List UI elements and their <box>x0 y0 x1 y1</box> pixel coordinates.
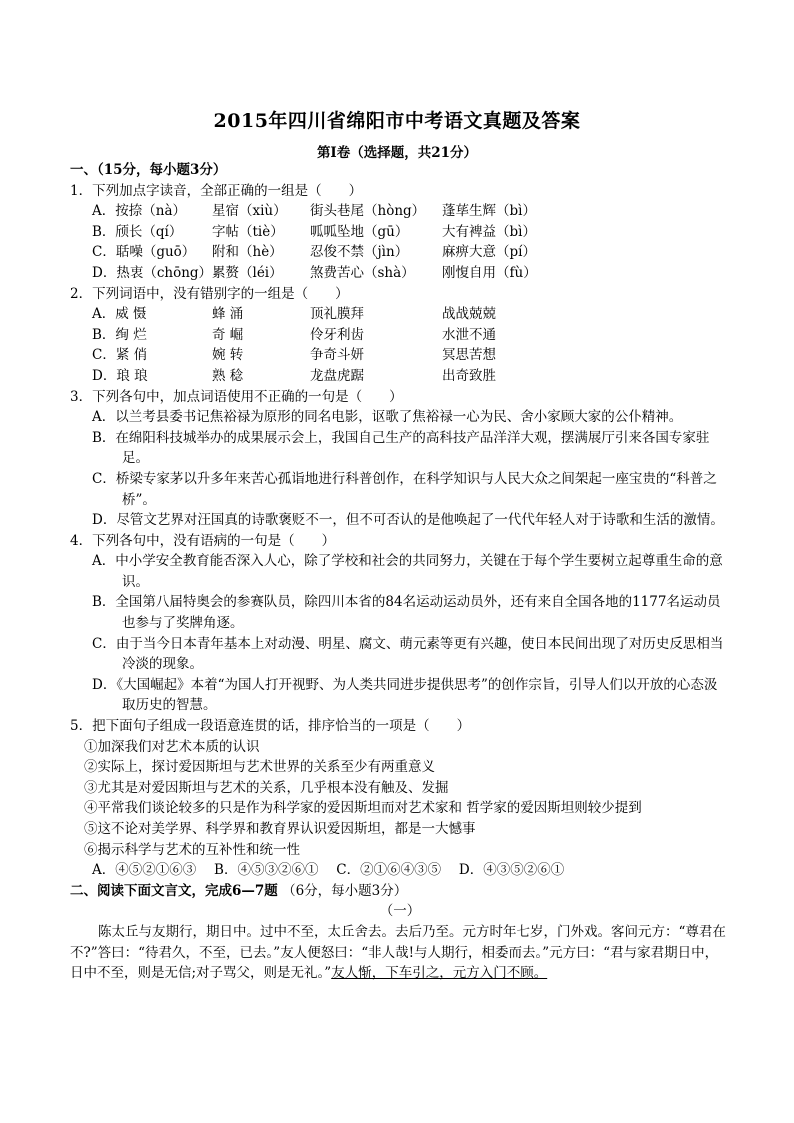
question-2-option-row <box>70 304 730 325</box>
option-cell: 奇 崛 <box>212 326 244 343</box>
option-cell: D．热衷（chōng） <box>92 264 213 281</box>
option-cell: 出奇致胜 <box>442 367 496 384</box>
question-5-stem: 5．把下面句子组成一段语意连贯的话，排序恰当的一项是（ ） <box>70 718 471 735</box>
question-3-option-a: A．以兰考县委书记焦裕禄为原形的同名电影，讴歌了焦裕禄一心为民、舍小家顾大家的公仆精神。 <box>92 409 683 426</box>
passage-text: 陈太丘与友期行，期日中。过中不至，太丘舍去。去后乃至。元方时年七岁，门外戏。客问元方：“尊君在不?”答曰：“待君久，不至，已去。”友人便怒曰：“非人哉!与人期行，相委而去。”元方曰：“君与家君期日中，日中不至，则是无信;对子骂父，则是无礼。” <box>70 923 726 982</box>
option-cell: 战战兢兢 <box>442 306 496 323</box>
option-cell: 顶礼膜拜 <box>310 306 364 323</box>
option-cell: 大有裨益（bì） <box>442 223 536 240</box>
passage-part-label: （一） <box>379 903 421 920</box>
option-cell: 水泄不通 <box>442 326 496 343</box>
question-2-option-row <box>70 325 730 346</box>
sentence-item: ①加深我们对艺术本质的认识 <box>84 738 260 755</box>
question-1-option-row <box>70 242 730 263</box>
option-cell: 麻痹大意（pí） <box>442 244 536 261</box>
question-4-option-d: D．《大国崛起》本着“为国人打开视野、为人类共同进步提供思考”的创作宗旨，引导人们以开放的心态汲取历史的智慧。 <box>92 676 718 714</box>
sentence-item: ⑥揭示科学与艺术的互补性和统一性 <box>84 841 300 858</box>
section-2-heading-note: （6分，每小题3分） <box>282 882 408 899</box>
option-cell: 熟 稔 <box>212 367 244 384</box>
sentence-item: ⑤这不论对美学界、科学界和教育界认识爱因斯坦，都是一大憾事 <box>84 821 476 837</box>
option-cell: A．按捺（nà） <box>92 203 186 220</box>
question-3-stem: 3．下列各句中，加点词语使用不正确的一句是（ ） <box>70 388 403 405</box>
question-1-option-row <box>70 222 730 243</box>
question-4-option-c: C．由于当今日本青年基本上对动漫、明星、腐文、萌元素等更有兴趣，使日本民间出现了对历史反思相当冷淡的现象。 <box>92 635 724 673</box>
passage-underlined-text: 友人惭，下车引之，元方入门不顾。 <box>331 965 548 982</box>
question-3-option-d: D．尽管文艺界对汪国真的诗歌褒贬不一，但不可否认的是他唤起了一代代年轻人对于诗歌和生活的激情。 <box>92 512 724 529</box>
option-cell: 婉 转 <box>212 347 244 364</box>
option-cell: B．颀长（qí） <box>92 223 183 240</box>
sentence-item: ③尤其是对爱因斯坦与艺术的关系，几乎根本没有触及、发掘 <box>84 779 449 796</box>
option-cell: 争奇斗妍 <box>310 347 364 364</box>
option-cell: D．琅 琅 <box>92 367 148 384</box>
question-4-option-a: A．中小学安全教育能否深入人心，除了学校和社会的共同努力，关键在于每个学生要树立起尊重生命的意识。 <box>92 553 723 590</box>
option-cell: 煞费苦心（shà） <box>310 264 415 281</box>
question-1-option-row <box>70 201 730 222</box>
section-heading: 一、（15分，每小题3分） <box>70 162 227 178</box>
option-cell: A．威 慑 <box>92 306 147 323</box>
option-cell: 伶牙利齿 <box>310 326 364 343</box>
question-1-stem: 1．下列加点字读音，全部正确的一组是（ ） <box>70 182 363 199</box>
option-cell: 累赘（léi） <box>212 264 283 281</box>
question-4-option-b: B．全国第八届特奥会的参赛队员，除四川本省的84名运动运动员外，还有来自全国各地的1177名运动员也参与了奖牌角逐。 <box>92 594 721 632</box>
option-cell: 附和（hè） <box>212 244 283 261</box>
question-1-option-row <box>70 263 730 284</box>
page-title: 2015年四川省绵阳市中考语文真题及答案 <box>213 110 581 132</box>
question-2-option-row <box>70 366 730 387</box>
sentence-item: ②实际上，探讨爱因斯坦与艺术世界的关系至少有两重意义 <box>84 759 435 776</box>
option-cell: 蓬荜生辉（bì） <box>442 203 536 220</box>
option-cell: C．紧 俏 <box>92 347 148 364</box>
option-cell: 蜂 涌 <box>212 306 244 323</box>
question-3-option-c: C．桥梁专家茅以升多年来苦心孤诣地进行科普创作，在科学知识与人民大众之间架起一座宝贵的“科普之桥”。 <box>92 470 717 508</box>
document-content <box>70 160 730 984</box>
question-2-option-row <box>70 345 730 366</box>
option-cell: 呱呱坠地（gū） <box>310 223 409 240</box>
question-2-stem: 2．下列词语中，没有错别字的一组是（ ） <box>70 285 349 302</box>
question-5-options: A．④⑤②①⑥③ B．④⑤③②⑥① C．②①⑥④③⑤ D．④③⑤②⑥① <box>92 862 565 879</box>
page-subtitle: 第Ⅰ卷（选择题，共21分） <box>316 145 478 161</box>
classical-passage <box>70 922 730 984</box>
option-cell: 街头巷尾（hòng） <box>310 203 426 220</box>
section-2-heading-bold: 二、阅读下面文言文，完成6—7题 <box>70 882 278 899</box>
option-cell: 星宿（xiù） <box>212 203 287 220</box>
option-cell: 冥思苦想 <box>442 347 496 364</box>
sentence-item: ④平常我们谈论较多的只是作为科学家的爱因斯坦而对艺术家和 哲学家的爱因斯坦则较少提到 <box>84 800 642 817</box>
question-3-option-b: B．在绵阳科技城举办的成果展示会上，我国自己生产的高科技产品洋洋大观，摆满展厅引来各国专家驻足。 <box>92 429 710 467</box>
section-2-heading <box>70 881 730 902</box>
option-cell: 龙盘虎踞 <box>310 367 364 384</box>
option-cell: C．聒噪（guō） <box>92 244 196 261</box>
option-cell: 刚愎自用（fù） <box>442 264 537 281</box>
option-cell: 忍俊不禁（jìn） <box>310 244 409 261</box>
question-4-stem: 4．下列各句中，没有语病的一句是（ ） <box>70 532 336 549</box>
option-cell: 字帖（tiè） <box>212 223 284 240</box>
option-cell: B．绚 烂 <box>92 326 147 343</box>
